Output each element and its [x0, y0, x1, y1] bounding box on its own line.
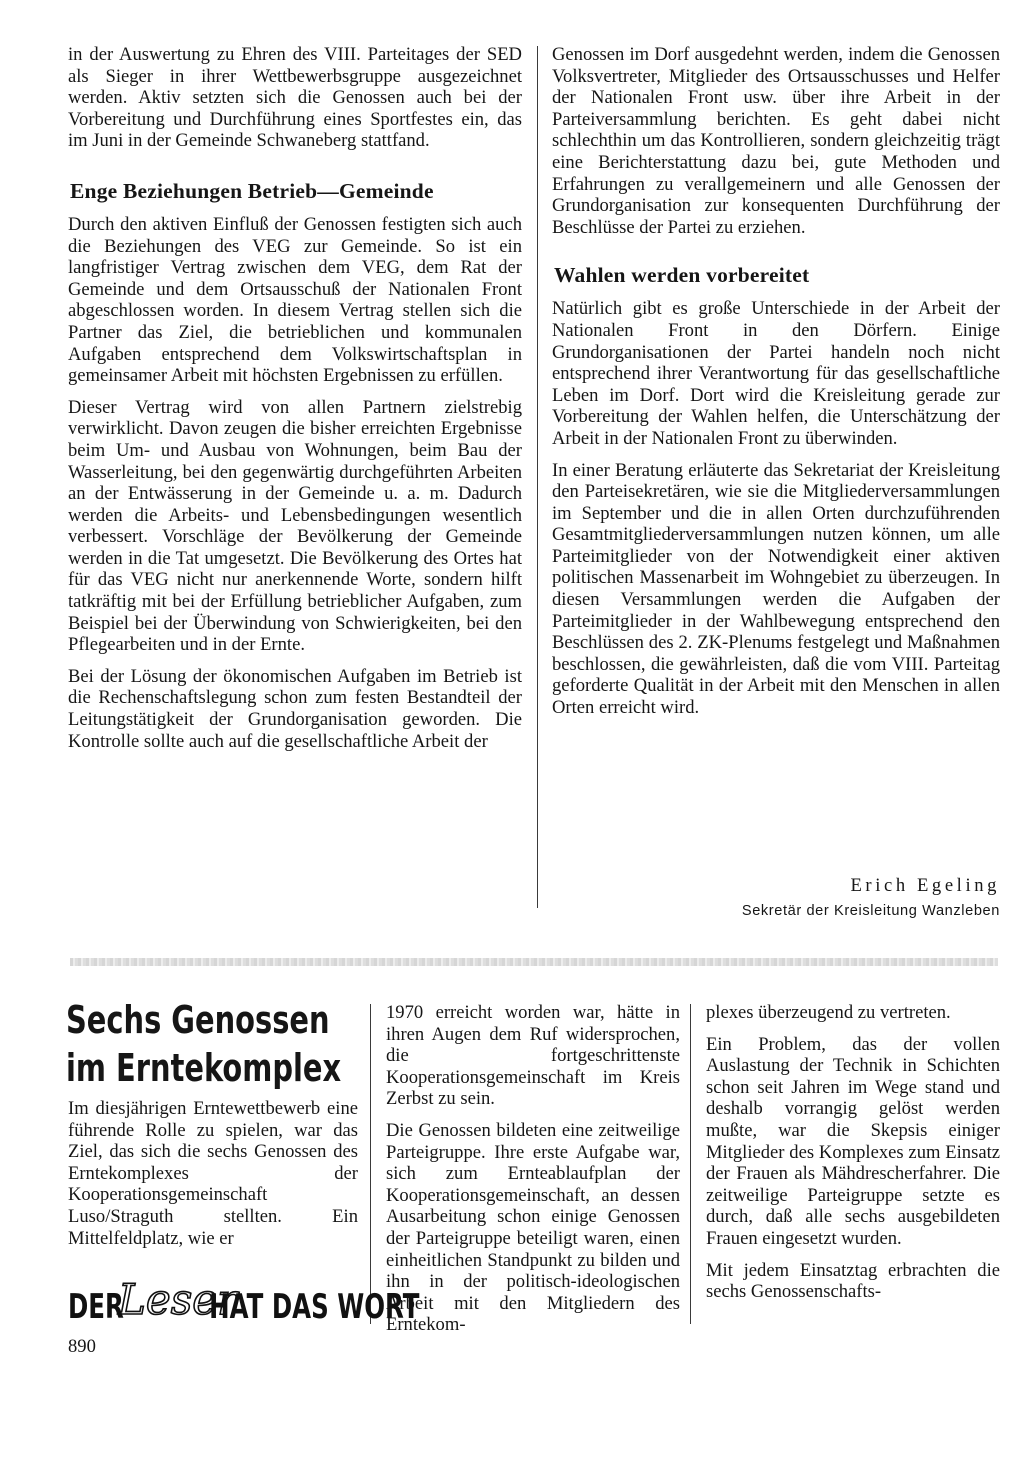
section-heading: Enge Beziehungen Betrieb—Gemeinde: [70, 178, 434, 203]
paragraph: Bei der Lösung der ökonomischen Aufgaben im Betrieb ist die Rechenschaftslegung schon zum festen Bestandteil der Leitungstätigkeit der Grundorganisation geworden. Die Kontrolle sollte auch auf die gesellschaftliche Arbeit der: [68, 665, 522, 752]
paragraph: Dieser Vertrag wird von allen Partnern zielstrebig verwirklicht. Davon zeugen die bisher erreichten Ergebnisse beim Um- und Ausbau von Wohnungen, beim Bau der Wasserleitung, bei den gegenwärtig durchgeführten Arbeiten an der Entwässerung in der Gemeinde u. a. m. Dadurch werden die Arbeits- und Lebensbedingungen wesentlich verbessert. Vorschläge der Bevölkerung der Gemeinde werden in die Tat umgesetzt. Die Bevölkerung des Ortes hat für das VEG nicht nur anerkennende Worte, sondern hilft tatkräftig mit bei der Erfüllung betrieblicher Aufgaben, zum Beispiel bei der Überwindung von Schwierigkeiten, bei den Pflegearbeiten und in der Ernte.: [68, 396, 522, 656]
logo-word-der: DER: [68, 1287, 124, 1327]
article-column-left: [68, 44, 522, 752]
article-column-right: [552, 44, 1000, 719]
paragraph: 1970 erreicht worden war, hätte in ihren Augen dem Ruf widersprochen, die fortgeschrittenste Kooperationsgemeinschaft im Kreis Zerbst zu sein.: [386, 1002, 680, 1110]
section-heading: Wahlen werden vorbereitet: [554, 263, 810, 288]
logo-script-leser: Leser: [118, 1275, 238, 1324]
author-signature: [552, 874, 1000, 922]
article-column-2: [386, 1002, 680, 1336]
paragraph: Im diesjährigen Erntewettbewerb eine führende Rolle zu spielen, war das Ziel, das sich die sechs Genossen des Erntekomplexes der Kooperationsgemeinschaft Luso/Straguth stellten. Ein Mittelfeldplatz, wie er: [68, 1098, 358, 1249]
paragraph: Durch den aktiven Einfluß der Genossen festigten sich auch die Beziehungen des VEG zur Gemeinde. So ist ein langfristiger Vertrag zwischen dem VEG, dem Rat der Gemeinde und dem Ortsausschuß der Nationalen Front abgeschlossen worden. In diesem Vertrag stellen sich die Partner das Ziel, die betrieblichen und kommunalen Aufgaben entsprechend dem Volkswirtschaftsplan in gemeinsamer Arbeit mit höchsten Ergebnissen zu erfüllen.: [68, 213, 522, 387]
logo-words-hat-das-wort: HAT DAS WORT: [209, 1287, 420, 1327]
paragraph: In einer Beratung erläuterte das Sekretariat der Kreisleitung den Parteisekretären, wie sie die Mitgliederversammlungen im September und die in allen Orten durchzuführenden Gesamtmitgliederversammlungen nutzen können, um alle Parteimitglieder von der Notwendigkeit einer aktiven politischen Massenarbeit im Wohngebiet zu überzeugen. In diesen Versammlungen werden die Aufgaben der Parteimitglieder in der Wahlbewegung entsprechend den Beschlüssen des 2. ZK-Plenums festgelegt und Maßnahmen beschlossen, die gewährleisten, daß die vom VIII. Parteitag geforderte Qualität in der Arbeit mit den Menschen in allen Orten erreicht wird.: [552, 459, 1000, 719]
article-column-3: [706, 1002, 1000, 1303]
page-number: 890: [68, 1336, 96, 1357]
column-divider: [690, 1004, 691, 1324]
paragraph: Mit jedem Einsatztag erbrachten die sechs Genossenschafts-: [706, 1259, 1000, 1303]
paragraph: Die Genossen bildeten eine zeitweilige Parteigruppe. Ihre erste Aufgabe war, sich zum Ernteablaufplan der Kooperationsgemeinschaft, an dessen Ausarbeitung schon einige Genossen der Parteigruppe beteiligt waren, einen einheitlichen Standpunkt zu bilden und ihn in der politisch-ideologischen Arbeit mit den Mitgliedern des Erntekom-: [386, 1119, 680, 1336]
paragraph: plexes überzeugend zu vertreten.: [706, 1002, 951, 1023]
paragraph: Genossen im Dorf ausgedehnt werden, indem die Genossen Volksvertreter, Mitglieder des Ortsausschusses und Helfer der Nationalen Front usw. über ihre Arbeit in der Parteiversammlung berichten. Es geht dabei nicht schlechthin um das Kontrollieren, sondern gleichzeitig trägt eine Berichterstattung dazu bei, gute Methoden und Erfahrungen zu verallgemeinern und alle Genossen der Grundorganisation zur konsequenten Durchführung der Beschlüsse der Partei zu erziehen.: [552, 44, 1000, 238]
paragraph: in der Auswertung zu Ehren des VIII. Parteitages der SED als Sieger in ihrer Wettbewerbsgruppe ausgezeichnet werden. Aktiv setzten sich die Genossen auch bei der Vorbereitung und Durchführung eines Sportfestes ein, das im Juni in der Gemeinde Schwaneberg stattfand.: [68, 44, 522, 152]
column-divider: [537, 46, 538, 908]
leser-hat-das-wort-logo: [68, 1266, 420, 1332]
column-divider: [370, 1004, 371, 1324]
paragraph: Natürlich gibt es große Unterschiede in der Arbeit der Nationalen Front in den Dörfern. Einige Grundorganisationen der Partei handeln noch nicht entsprechend ihrer Verantwortung für das gesellschaftliche Leben im Dorf. Dort wird die Kreisleitung gerade zur Vorbereitung der Wahlen helfen, die Unterschätzung der Arbeit in der Nationalen Front zu überwinden.: [552, 298, 1000, 449]
article-title-line: im Erntekomplex: [66, 1046, 342, 1090]
article-title: [66, 996, 342, 1092]
author-name: Erich Egeling: [850, 875, 1000, 896]
author-role: Sekretär der Kreisleitung Wanzleben: [741, 903, 1000, 919]
article-column-1: [68, 1098, 358, 1249]
article-title-line: Sechs Genossen: [66, 998, 330, 1042]
article-separator: [70, 958, 998, 966]
paragraph: Ein Problem, das der vollen Auslastung der Technik in Schichten schon seit Jahren im Wege stand und deshalb vorrangig gelöst werden mußte, war die Skepsis einiger Mitglieder des Komplexes zum Einsatz der Frauen als Mähdrescherfahrer. Die zeitweilige Parteigruppe setzte es durch, daß alle sechs ausgebildeten Frauen eingesetzt wurden.: [706, 1033, 1000, 1249]
